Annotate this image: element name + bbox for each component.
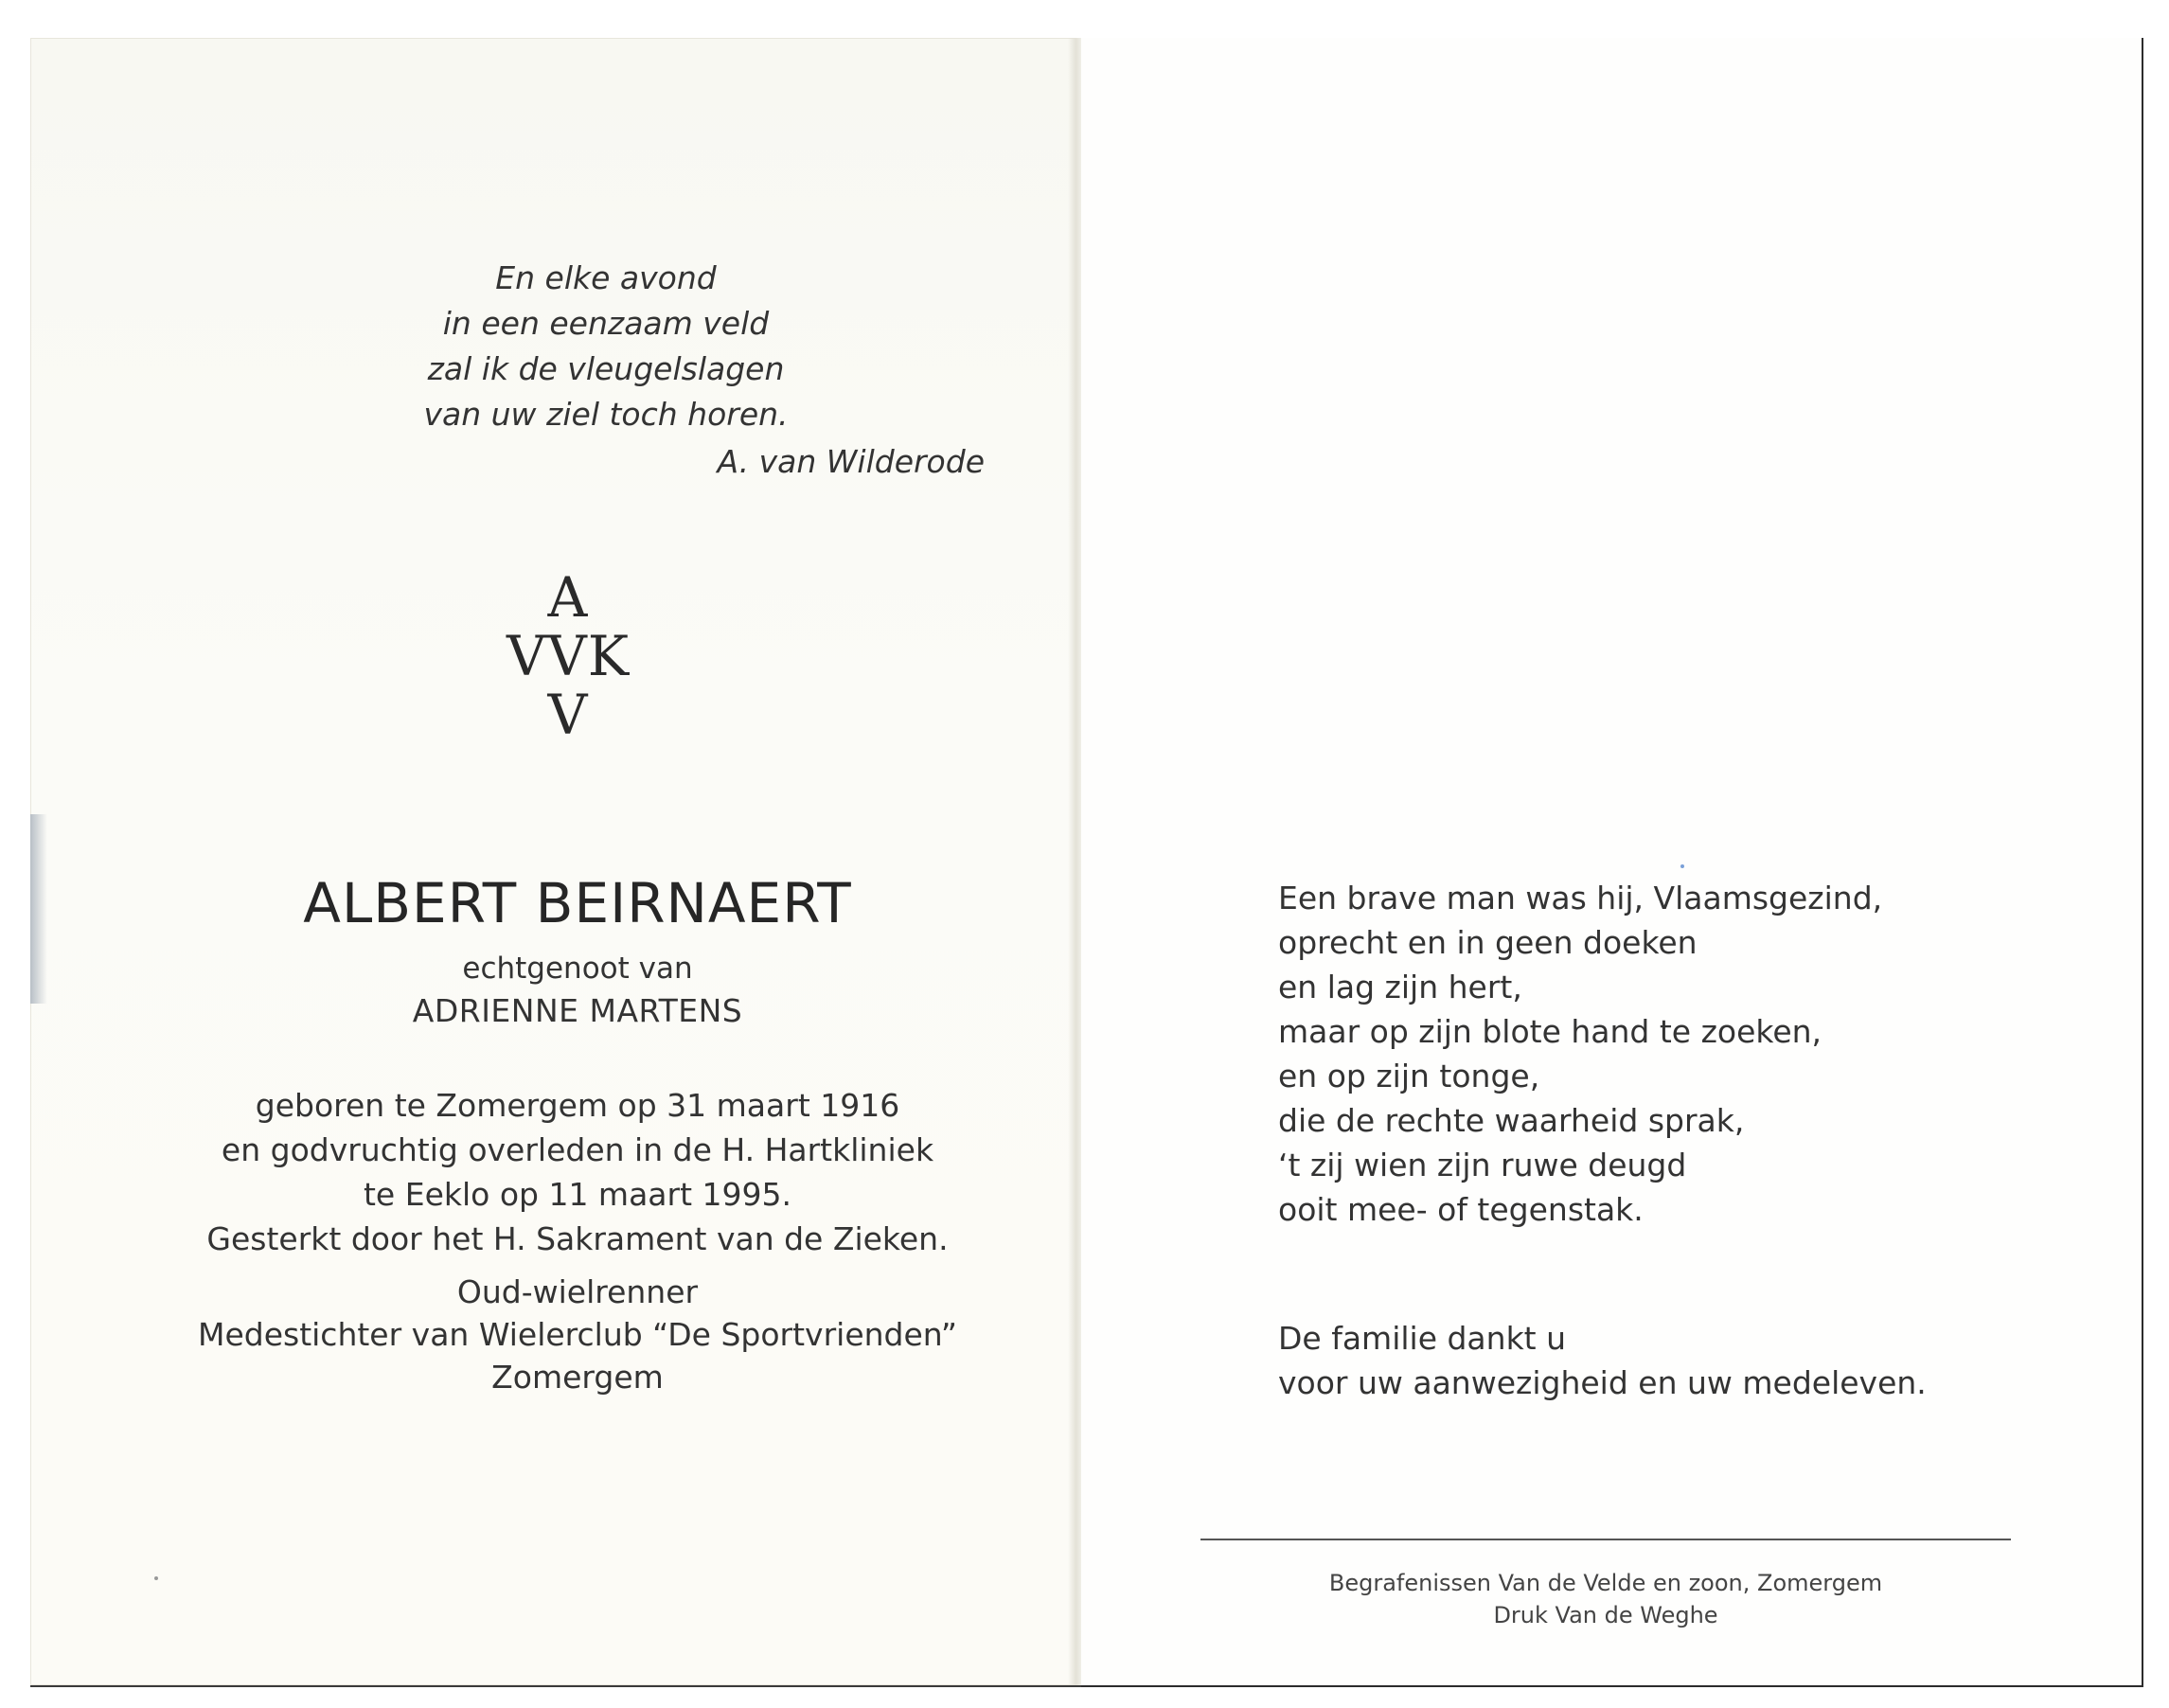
- life-line: te Eeklo op 11 maart 1995.: [363, 1176, 791, 1213]
- poem-line: En elke avond: [495, 259, 717, 296]
- poem-author: A. van Wilderode: [717, 443, 985, 480]
- verse-line: oprecht en in geen doeken: [1278, 924, 1698, 961]
- monogram-bottom: V: [547, 683, 589, 747]
- thanks-line: voor uw aanwezigheid en uw medeleven.: [1278, 1364, 1927, 1401]
- spouse-name: ADRIENNE MARTENS: [412, 992, 743, 1029]
- life-line: Gesterkt door het H. Sakrament van de Zieken.: [206, 1220, 949, 1257]
- life-line: en godvruchtig overleden in de H. Hartkliniek: [221, 1131, 934, 1168]
- family-thanks: [1278, 1316, 2092, 1405]
- monogram-middle: VVK: [506, 624, 631, 688]
- verse-line: ooit mee- of tegenstak.: [1278, 1191, 1644, 1228]
- life-line: geboren te Zomergem op 31 maart 1916: [255, 1087, 900, 1124]
- vvk-monogram: [454, 565, 682, 747]
- printer-credits: [1200, 1567, 2011, 1631]
- club-line: Zomergem: [491, 1359, 664, 1396]
- paper-speck: [154, 1576, 158, 1580]
- verse-line: maar op zijn blote hand te zoeken,: [1278, 1013, 1822, 1050]
- club-line: Oud-wielrenner: [456, 1273, 699, 1310]
- club-line: Medestichter van Wielerclub “De Sportvrienden”: [197, 1316, 957, 1353]
- verse-line: en op zijn tonge,: [1278, 1058, 1540, 1094]
- verse-line: Een brave man was hij, Vlaamsgezind,: [1278, 880, 1883, 916]
- verse-line: die de rechte waarheid sprak,: [1278, 1102, 1745, 1139]
- verse-line: ‘t zij wien zijn ruwe deugd: [1278, 1147, 1687, 1183]
- poem: [341, 256, 871, 437]
- memorial-verse: [1278, 876, 2092, 1232]
- spouse-label: echtgenoot van: [462, 952, 693, 986]
- club-details: [95, 1271, 1060, 1398]
- monogram-top: A: [547, 565, 589, 630]
- poem-line: van uw ziel toch horen.: [423, 396, 789, 433]
- printer-line: Begrafenissen Van de Velde en zoon, Zomergem: [1328, 1570, 1883, 1596]
- thanks-line: De familie dankt u: [1278, 1320, 1567, 1357]
- printer-line: Druk Van de Weghe: [1493, 1602, 1718, 1628]
- footer-divider: [1200, 1539, 2011, 1540]
- deceased-name: ALBERT BEIRNAERT: [303, 871, 852, 935]
- paper-speck: [1680, 864, 1684, 868]
- poem-line: zal ik de vleugelslagen: [427, 350, 785, 387]
- life-details: [95, 1083, 1060, 1261]
- right-card-page: [1081, 38, 2143, 1687]
- verse-line: en lag zijn hert,: [1278, 969, 1522, 1005]
- card-fold: [1068, 38, 1081, 1685]
- poem-line: in een eenzaam veld: [442, 305, 770, 342]
